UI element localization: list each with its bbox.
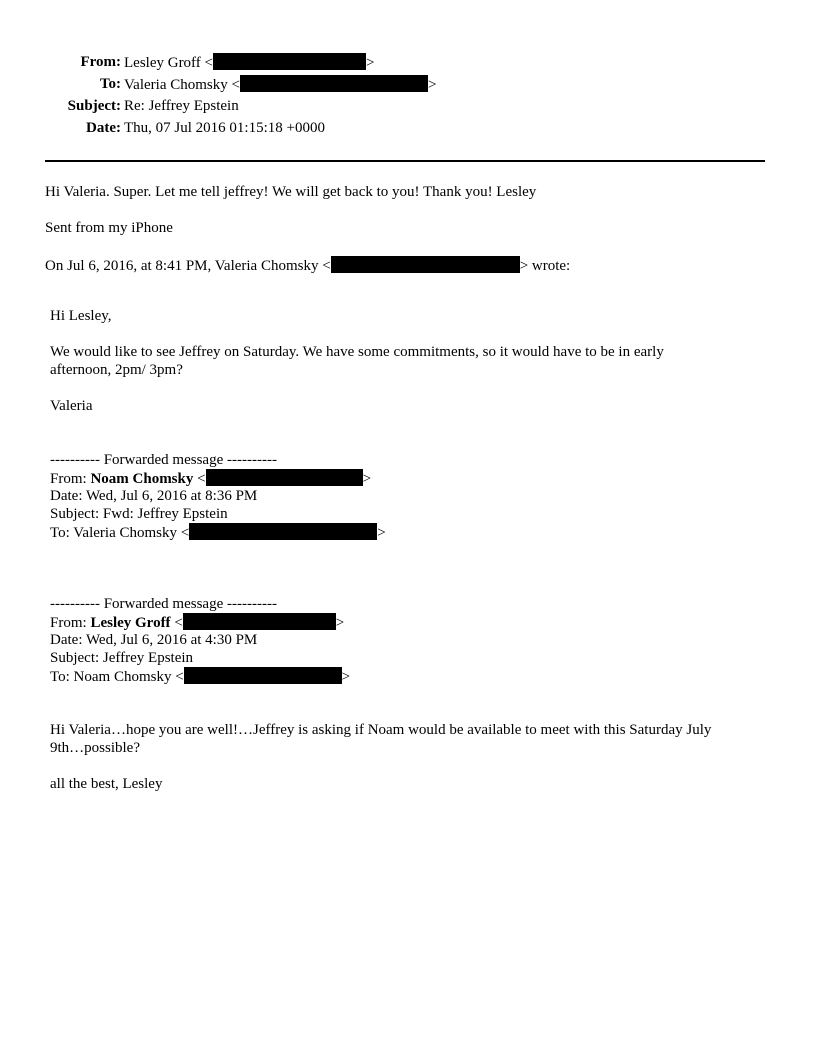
bracket: > [377, 525, 386, 541]
forward-to [50, 523, 386, 542]
date-label: Date: [86, 120, 121, 136]
forward-subject: Subject: Jeffrey Epstein [50, 650, 194, 666]
bracket: > [427, 77, 437, 93]
bracket: > [362, 471, 372, 487]
reply-text: Hi Valeria. Super. Let me tell jeffrey! We will get back to you! Thank you! Lesley [45, 184, 537, 200]
redaction-box [240, 75, 428, 92]
from-label: From: [80, 54, 121, 70]
redaction-box [189, 523, 377, 540]
message-line: afternoon, 2pm/ 3pm? [50, 362, 183, 378]
date-value: Thu, 07 Jul 2016 01:15:18 +0000 [124, 120, 325, 136]
bracket: > [341, 669, 351, 685]
quote-intro [45, 256, 570, 275]
forward-from [50, 469, 371, 488]
redaction-box [331, 256, 520, 273]
from-field [124, 53, 374, 72]
sender-name: Lesley Groff [90, 615, 171, 631]
to-value: Valeria Chomsky < [124, 77, 240, 93]
message-line: 9th…possible? [50, 740, 140, 756]
greeting: Hi Lesley, [50, 308, 112, 324]
message-line: We would like to see Jeffrey on Saturday. We have some commitments, so it would have to be in early [50, 344, 664, 360]
from-prefix: From: [50, 471, 91, 487]
forward-subject: Subject: Fwd: Jeffrey Epstein [50, 506, 228, 522]
subject-value: Re: Jeffrey Epstein [124, 98, 239, 114]
to-text: To: Noam Chomsky < [50, 669, 184, 685]
signoff: Valeria [50, 398, 93, 414]
forward-date: Date: Wed, Jul 6, 2016 at 8:36 PM [50, 488, 258, 504]
forward-from [50, 613, 344, 632]
forward-divider: ---------- Forwarded message ---------- [50, 596, 277, 612]
header-divider [45, 160, 765, 162]
redaction-box [206, 469, 363, 486]
bracket: > [335, 615, 345, 631]
from-value: Lesley Groff < [124, 55, 213, 71]
message-line: Hi Valeria…hope you are well!…Jeffrey is asking if Noam would be available to meet with this Saturday July [50, 722, 712, 738]
to-label: To: [99, 76, 121, 92]
quote-intro-text: On Jul 6, 2016, at 8:41 PM, Valeria Chomsky < [45, 258, 331, 274]
to-text: To: Valeria Chomsky < [50, 525, 190, 541]
forward-to [50, 667, 350, 686]
bracket: < [170, 615, 183, 631]
redaction-box [213, 53, 366, 70]
signoff: all the best, Lesley [50, 776, 163, 792]
quote-intro-tail: > wrote: [519, 258, 571, 274]
redaction-box [183, 613, 336, 630]
forward-divider: ---------- Forwarded message ---------- [50, 452, 277, 468]
to-field [124, 75, 436, 94]
redaction-box [184, 667, 342, 684]
bracket: > [366, 55, 375, 71]
subject-label: Subject: [67, 98, 121, 114]
signature: Sent from my iPhone [45, 220, 173, 236]
bracket: < [193, 471, 206, 487]
sender-name: Noam Chomsky [90, 471, 194, 487]
forward-date: Date: Wed, Jul 6, 2016 at 4:30 PM [50, 632, 258, 648]
from-prefix: From: [50, 615, 91, 631]
